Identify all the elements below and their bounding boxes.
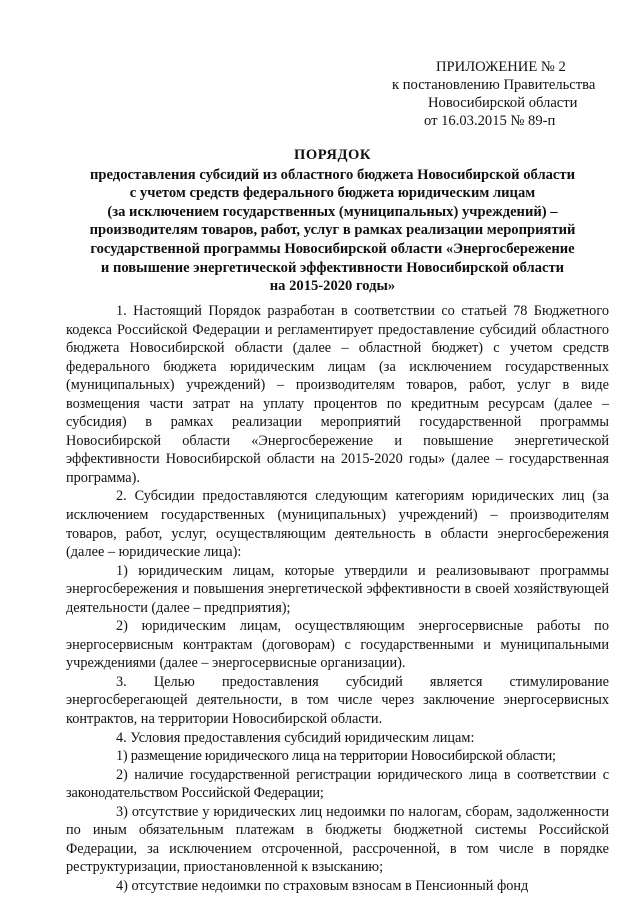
title-heading: ПОРЯДОК xyxy=(294,147,371,163)
paragraph-4: 4. Условия предоставления субсидий юридическим лицам: xyxy=(116,729,475,746)
title-line: предоставления субсидий из областного бюджета Новосибирской области xyxy=(90,166,575,183)
approval-stamp xyxy=(392,58,622,130)
document-body xyxy=(66,302,609,896)
appendix-number: ПРИЛОЖЕНИЕ № 2 xyxy=(436,59,566,75)
title-line: производителям товаров, работ, услуг в рамках реализации мероприятий xyxy=(89,222,576,239)
title-line: и повышение энергетической эффективности Новосибирской области xyxy=(100,259,565,276)
approval-region: Новосибирской области xyxy=(428,95,578,111)
paragraph-2: 2. Субсидии предоставляются следующим категориям юридических лиц (за исключением государственных (муниципальных) учреждений) – производителям товаров, работ, услуг, осуществляющим деятельность в области энергосбережения (далее – юридические лица): xyxy=(66,488,609,561)
approval-date-number: от 16.03.2015 № 89-п xyxy=(424,113,556,129)
title-line: государственной программы Новосибирской области «Энергосбережение xyxy=(90,240,575,257)
paragraph-1: 1. Настоящий Порядок разработан в соответствии со статьей 78 Бюджетного кодекса Российской Федерации и регламентирует предоставление субсидий областного бюджета Новосибирской области (далее – областной бюджет) с учетом средств федерального бюджета юридическим лицам (за исключением государственных (муниципальных) учреждений) – производителям товаров, работ, услуг в виде возмещения части затрат на уплату процентов по кредитным ресурсам (далее – субсидия) в рамках реализации мероприятий государственной программы Новосибирской области «Энергосбережение и повышение энергетической эффективности Новосибирской области на 2015-2020 годы» (далее – государственная программа). xyxy=(66,303,609,486)
paragraph-2-item-1: 1) юридическим лицам, которые утвердили и реализовывают программы энергосбережения и повышения энергетической эффективности в своей хозяйствующей деятельности (далее – предприятия); xyxy=(66,562,609,616)
document-title xyxy=(60,146,605,296)
paragraph-4-item-3: 3) отсутствие у юридических лиц недоимки по налогам, сборам, задолженности по иным обязательным платежам в бюджеты бюджетной системы Российской Федерации, за исключением отсроченной, рассроченной, в том числе в порядке реструктуризации, приостановленной к взысканию; xyxy=(66,803,609,876)
paragraph-4-item-2: 2) наличие государственной регистрации юридического лица в соответствии с законодательством Российской Федерации; xyxy=(66,766,609,802)
paragraph-4-item-1: 1) размещение юридического лица на территории Новосибирской области; xyxy=(116,748,556,765)
title-line: с учетом средств федерального бюджета юридическим лицам xyxy=(129,185,536,202)
paragraph-2-item-2: 2) юридическим лицам, осуществляющим энергосервисные работы по энергосервисным контрактам (договорам) с государственными и муниципальными учреждениями (далее – энергосервисные организации). xyxy=(66,618,609,672)
paragraph-3: 3. Целью предоставления субсидий является стимулирование энергосберегающей деятельности, в том числе через заключение энергосервисных контрактов, на территории Новосибирской области. xyxy=(66,673,609,728)
paragraph-4-item-4: 4) отсутствие недоимки по страховым взносам в Пенсионный фонд xyxy=(116,877,529,894)
approval-reference: к постановлению Правительства xyxy=(392,77,596,93)
title-line: на 2015-2020 годы» xyxy=(269,278,396,295)
title-line: (за исключением государственных (муниципальных) учреждений) – xyxy=(107,203,558,220)
